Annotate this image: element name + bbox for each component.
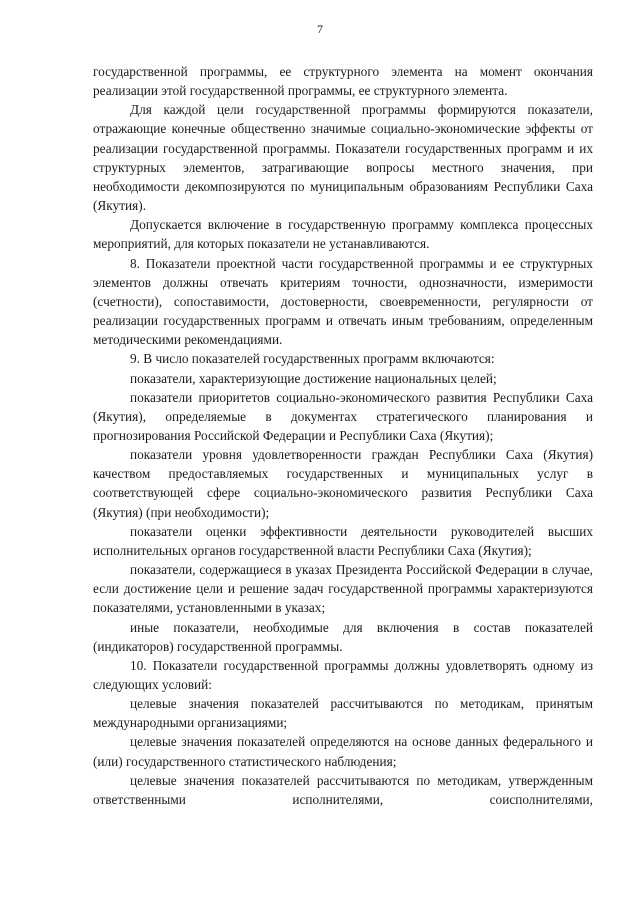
paragraph-15: целевые значения показателей рассчитываются по методикам, утвержденным ответственными исполнителями, соисполнителями,: [93, 772, 593, 807]
body-text: [93, 62, 593, 809]
paragraph-10: показатели, содержащиеся в указах Президента Российской Федерации в случае, если достижение цели и решение задач государственной программы характеризуются показателями, установленными в указах;: [93, 562, 593, 616]
paragraph-12: 10. Показатели государственной программы должны удовлетворять одному из следующих условий:: [93, 657, 593, 692]
paragraph-1: государственной программы, ее структурного элемента на момент окончания реализации этой государственной программы, ее структурного элемента.: [93, 64, 593, 99]
paragraph-5: 9. В число показателей государственных программ включаются:: [130, 351, 495, 367]
paragraph-2: Для каждой цели государственной программы формируются показатели, отражающие конечные общественно значимые социально-экономические эффекты от реализации государственной программы. Показатели государственных программ и их структурных элементов, затрагивающие вопросы местного значения, при необходимости декомпозируются по муниципальным образованиям Республики Саха (Якутия).: [93, 102, 593, 214]
paragraph-4: 8. Показатели проектной части государственной программы и ее структурных элементов должны отвечать критериям точности, однозначности, измеримости (счетности), сопоставимости, достоверности, своевременности, регулярности от реализации государственных программ и отвечать иным требованиям, определенным методическими рекомендациями.: [93, 255, 593, 348]
paragraph-3: Допускается включение в государственную программу комплекса процессных мероприятий, для которых показатели не устанавливаются.: [93, 217, 593, 252]
paragraph-9: показатели оценки эффективности деятельности руководителей высших исполнительных органов государственной власти Республики Саха (Якутия);: [93, 523, 593, 558]
page-number: 7: [317, 22, 323, 36]
paragraph-13: целевые значения показателей рассчитываются по методикам, принятым международными организациями;: [93, 696, 593, 731]
paragraph-14: целевые значения показателей определяются на основе данных федерального и (или) государственного статистического наблюдения;: [93, 734, 593, 769]
paragraph-7: показатели приоритетов социально-экономического развития Республики Саха (Якутия), определяемые в документах стратегического планирования и прогнозирования Российской Федерации и Республики Саха (Якутия);: [93, 389, 593, 443]
paragraph-8: показатели уровня удовлетворенности граждан Республики Саха (Якутия) качеством предоставляемых государственных и муниципальных услуг в соответствующей сфере социально-экономического развития Республики Саха (Якутия) (при необходимости);: [93, 447, 593, 520]
paragraph-6: показатели, характеризующие достижение национальных целей;: [130, 370, 497, 386]
paragraph-11: иные показатели, необходимые для включения в состав показателей (индикаторов) государственной программы.: [93, 619, 593, 654]
